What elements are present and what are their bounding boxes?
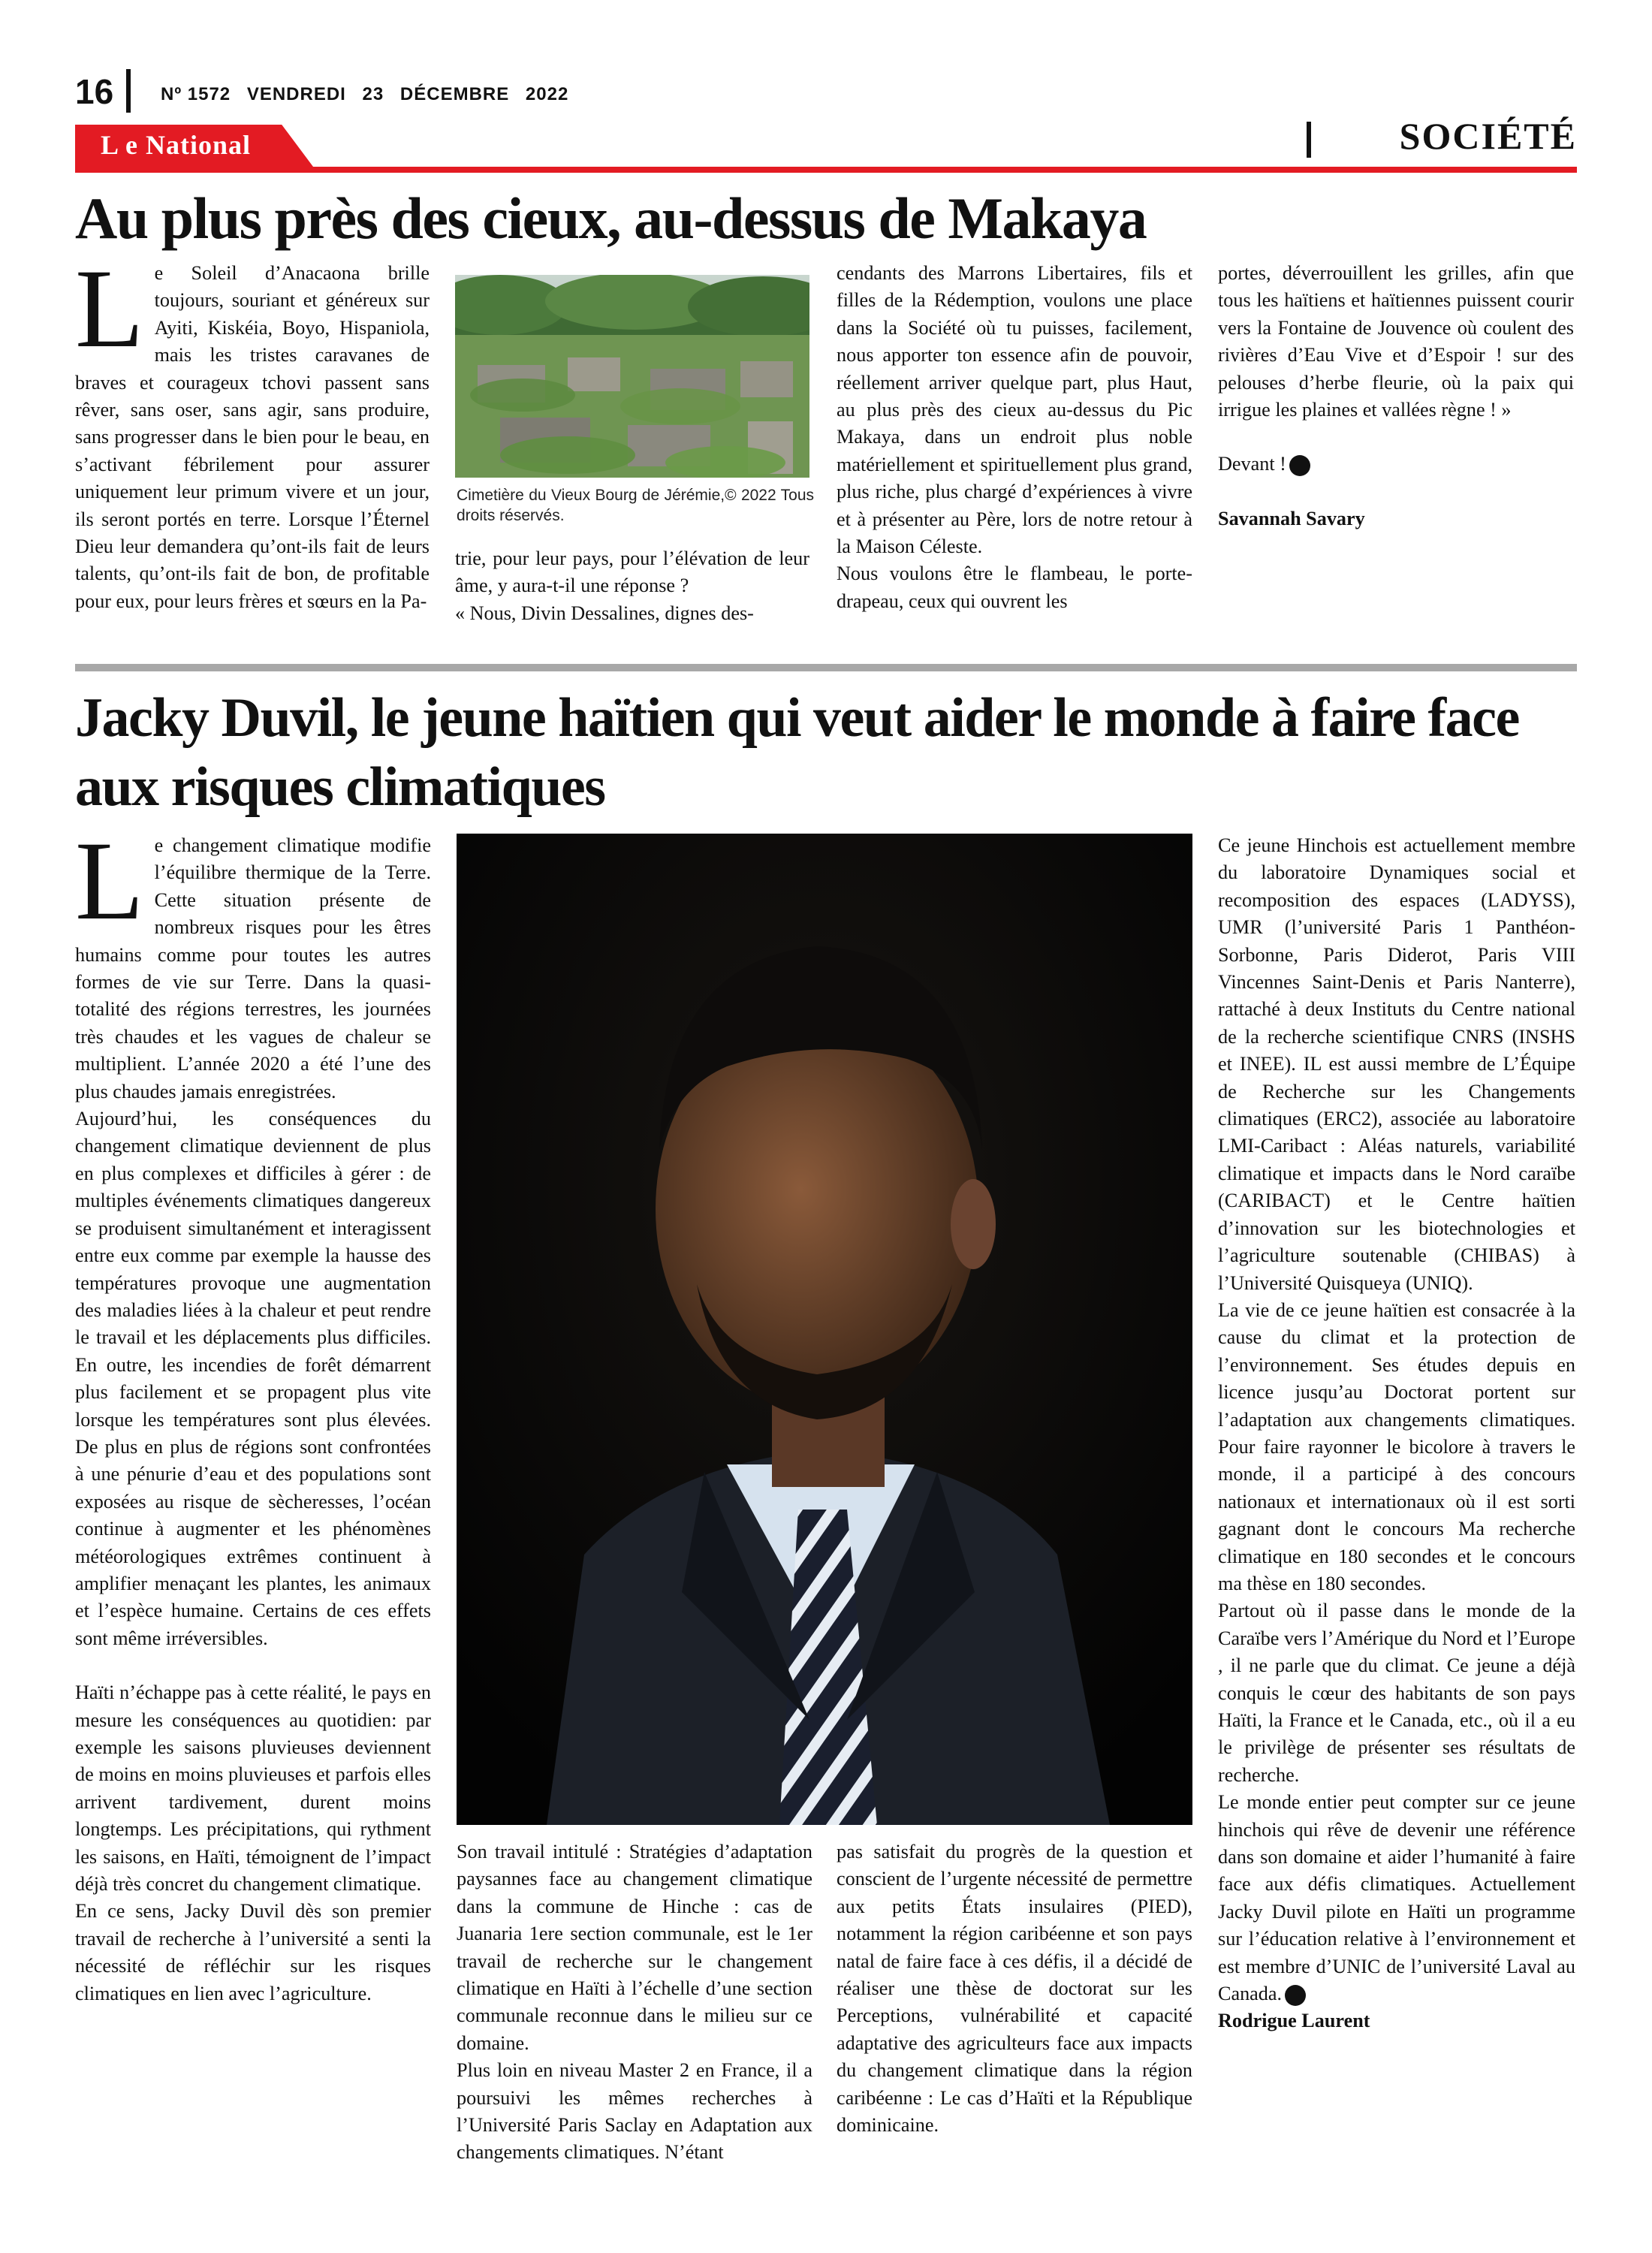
article1-text-3: cendants des Marrons Libertaires, fils et filles de la Rédemption, voulons une place dans la Société où tu puisses, facilement, nous apporter ton essence afin de pouvoir, réellement arriver quelque part, plus Haut, au plus près des cieux au-dessus du Pic Makaya, dans un endroit plus noble matériellement et spirituellement plus grand, plus riche, plus chargé d’expériences à vivre et à présenter au Père, lors de notre retour à la Maison Céleste. bbox=[837, 262, 1192, 558]
article2-text-1c: Haïti n’échappe pas à cette réalité, le pays en mesure les conséquences au quotidien: par exemple les saisons pluvieuses deviennent de moins en moins pluvieuses et parfois elles arrivent tardivement, durent moins longtemps. Les précipitations, qui rythment les saisons, en Haïti, témoignent de l’impact déjà très concret du changement climatique. bbox=[75, 1681, 431, 1896]
article1-column-4 bbox=[1218, 260, 1574, 532]
article1-text-2: trie, pour leur pays, pour l’élévation de leur âme, y aura-t-il une réponse ? bbox=[455, 547, 809, 597]
article2-text-4d: Le monde entier peut compter sur ce jeune hinchois qui rêve de devenir une référence dans son domaine et aider l’humanité à faire face aux défis climatiques. Actuellement Jacky Duvil pilote en Haïti un programme sur l’éducation relative à l’environnement et est membre d’UNIC de l’université Laval au Canada. bbox=[1218, 1791, 1575, 2005]
portrait-illustration bbox=[457, 834, 1192, 1825]
article2-text-2b: Plus loin en niveau Master 2 en France, il a poursuivi les mêmes recherches à l’Université Paris Saclay en Adaptation aux changements climatiques. N’étant bbox=[457, 2059, 812, 2164]
article2-author: Rodrigue Laurent bbox=[1218, 2010, 1370, 2032]
issue-year: 2022 bbox=[525, 84, 569, 104]
article2-column-4 bbox=[1218, 832, 1575, 2035]
article1-text-3b: Nous voulons être le flambeau, le porte-drapeau, ceux qui ouvrent les bbox=[837, 562, 1192, 612]
cemetery-photo-caption: Cimetière du Vieux Bourg de Jérémie,© 2022 Tous droits réservés. bbox=[457, 487, 814, 524]
issue-date: 23 bbox=[362, 84, 384, 104]
end-mark-icon bbox=[1285, 1985, 1306, 2006]
article2-text-2a: Son travail intitulé : Stratégies d’adaptation paysannes face au changement climatique dans la commune de Hinche : cas de Juanaria 1ere section communale, est le 1er travail de recherche sur le changement climatique en Haïti à l’échelle d’une section communale reconnue dans le milieu sur ce domaine. bbox=[457, 1841, 812, 2054]
header-divider bbox=[126, 69, 131, 113]
article1-headline: Au plus près des cieux, au-dessus de Makaya bbox=[75, 185, 1147, 251]
cemetery-photo bbox=[455, 275, 809, 478]
article1-dropcap: L bbox=[75, 246, 144, 371]
issue-day: VENDREDI bbox=[246, 84, 346, 104]
jacky-duvil-portrait bbox=[457, 834, 1192, 1825]
article1-closing-line bbox=[1218, 451, 1574, 478]
article2-text-1a: e changement climatique modifie l’équilibre thermique de la Terre. Cette situation présente de nombreux risques pour les êtres humains comme pour toutes les autres formes de vie sur Terre. Dans la quasi-totalité des régions terrestres, les journées très chaudes et les vagues de chaleur se multiplient. L’année 2020 a été l’une des plus chaudes jamais enregistrées. bbox=[75, 834, 431, 1102]
article2-text-4b: La vie de ce jeune haïtien est consacrée à la cause du climat et la protection de l’environnement. Ses études depuis en licence jusqu’au Doctorat portent sur l’adaptation aux changements climatiques. Pour faire rayonner le bicolore à travers le monde, il a participé à des concours nationaux et internationaux où il est sorti gagnant dont le concours Ma recherche climatique en 180 secondes et le concours ma thèse en 180 secondes. bbox=[1218, 1298, 1575, 1594]
article2-dropcap: L bbox=[75, 819, 144, 943]
article2-text-4a: Ce jeune Hinchois est actuellement membre du laboratoire Dynamiques social et recomposition des espaces (LADYSS), UMR (l’université Paris 1 Panthéon-Sorbonne, Paris Diderot, Paris VIII Vincennes Saint-Denis et Paris Nanterre), rattaché à deux Instituts du Centre national de la recherche scientifique CNRS (INSHS et INEE). IL est aussi membre de L’Équipe de Recherche sur les Changements climatiques (ERC2), associée au laboratoire LMI-Caribact : Aléas naturels, variabilité climatique et impacts dans le Nord caraïbe (CARIBACT) et le Centre haïtien d’innovation sur les biotechnologies et l’agriculture soutenable (CHIBAS) à l’Université Quisqueya (UNIQ). bbox=[1218, 834, 1575, 1294]
page-number: 16 bbox=[75, 72, 114, 111]
article1-text-4: portes, déverrouillent les grilles, afin que tous les haïtiens et haïtiennes puissent courir vers la Fontaine de Jouvence où coulent des rivières d’Eau Vive et d’Espoir ! sur des pelouses d’herbe fleurie, où la paix qui irrigue les plaines et vallées règne ! » bbox=[1218, 262, 1574, 421]
issue-number: Nº 1572 bbox=[161, 84, 231, 104]
article2-column-1 bbox=[75, 819, 431, 2007]
article2-text-1b: Aujourd’hui, les conséquences du changement climatique deviennent de plus en plus complexes et difficiles à gérer : de multiples événements climatiques dangereux se produisent simultanément et interagissent entre eux comme par exemple la hausse des températures provoque une augmentation des maladies liées à la chaleur et peut rendre le travail et les déplacements plus difficiles. En outre, les incendies de forêt démarrent plus facilement et se propagent plus vite lorsque les températures sont plus élevées. De plus en plus de régions sont confrontées à une pénurie d’eau et des populations sont exposées au risque de sècheresses, l’océan continue à augmenter et les phénomènes météorologiques extrêmes continuent à amplifier menaçant les plantes, les animaux et l’espèce humaine. Certains de ces effets sont même irréversibles. bbox=[75, 1108, 431, 1649]
article-separator bbox=[75, 664, 1577, 671]
issue-date-line bbox=[161, 84, 579, 105]
article2-text-3: pas satisfait du progrès de la question et conscient de l’urgente nécessité de permettre aux petits États insulaires (PIED), notamment la région caribéenne et son pays natal de faire face à ces défis, il a décidé de réaliser une thèse de doctorat sur les Perceptions, vulnérabilité et capacité adaptative des agriculteurs face aux impacts du changement climatique dans la région caribéenne : Le cas d’Haïti et la République dominicaine. bbox=[837, 1841, 1192, 2137]
article2-text-4c: Partout où il passe dans le monde de la Caraïbe vers l’Amérique du Nord et l’Europe , il ne parle que du climat. Ce jeune a déjà conquis le cœur des habitants de son pays Haïti, la France et le Canada, etc., où il a eu le privilège de présenter ses résultats de recherche. bbox=[1218, 1600, 1575, 1786]
article2-text-1d: En ce sens, Jacky Duvil dès son premier travail de recherche à l’université a senti la nécessité de réfléchir sur les risques climatiques en lien avec l’agriculture. bbox=[75, 1900, 431, 2004]
article2-text-4d-line bbox=[1218, 1789, 1575, 2007]
issue-month: DÉCEMBRE bbox=[399, 84, 510, 104]
article2-headline: Jacky Duvil, le jeune haïtien qui veut aider le monde à faire face aux risques climatiques bbox=[75, 687, 1519, 818]
article1-column-3 bbox=[837, 260, 1192, 615]
article1-column-1 bbox=[75, 246, 430, 615]
article2-column-2 bbox=[457, 1838, 812, 2167]
article1-column-2 bbox=[455, 545, 809, 627]
article1-text-2b: « Nous, Divin Dessalines, dignes des- bbox=[455, 602, 754, 624]
section-label: SOCIÉTÉ bbox=[1399, 115, 1577, 157]
cemetery-photo-illustration bbox=[455, 275, 809, 478]
newspaper-brand: L e National bbox=[101, 130, 252, 160]
article1-closing: Devant ! bbox=[1218, 453, 1286, 475]
header-red-rule bbox=[75, 167, 1577, 173]
section-divider bbox=[1307, 122, 1311, 158]
article1-text-1: e Soleil d’Anacaona brille toujours, souriant et généreux sur Ayiti, Kiskéia, Boyo, Hispaniola, mais les tristes caravanes de braves et courageux tchovi passent sans rêver, sans oser, sans agir, sans produire, sans progresser dans le bien pour le beau, en s’activant fébrilement pour assurer uniquement leur primum vivere et un jour, ils seront portés en terre. Lorsque l’Éternel Dieu leur demandera qu’ont-ils fait de leurs talents, qu’ont-ils fait de bon, de profitable pour eux, pour leurs frères et sœurs en la Pa- bbox=[75, 262, 430, 612]
end-mark-icon bbox=[1289, 455, 1310, 476]
article1-author: Savannah Savary bbox=[1218, 507, 1365, 529]
article2-column-3 bbox=[837, 1838, 1192, 2139]
